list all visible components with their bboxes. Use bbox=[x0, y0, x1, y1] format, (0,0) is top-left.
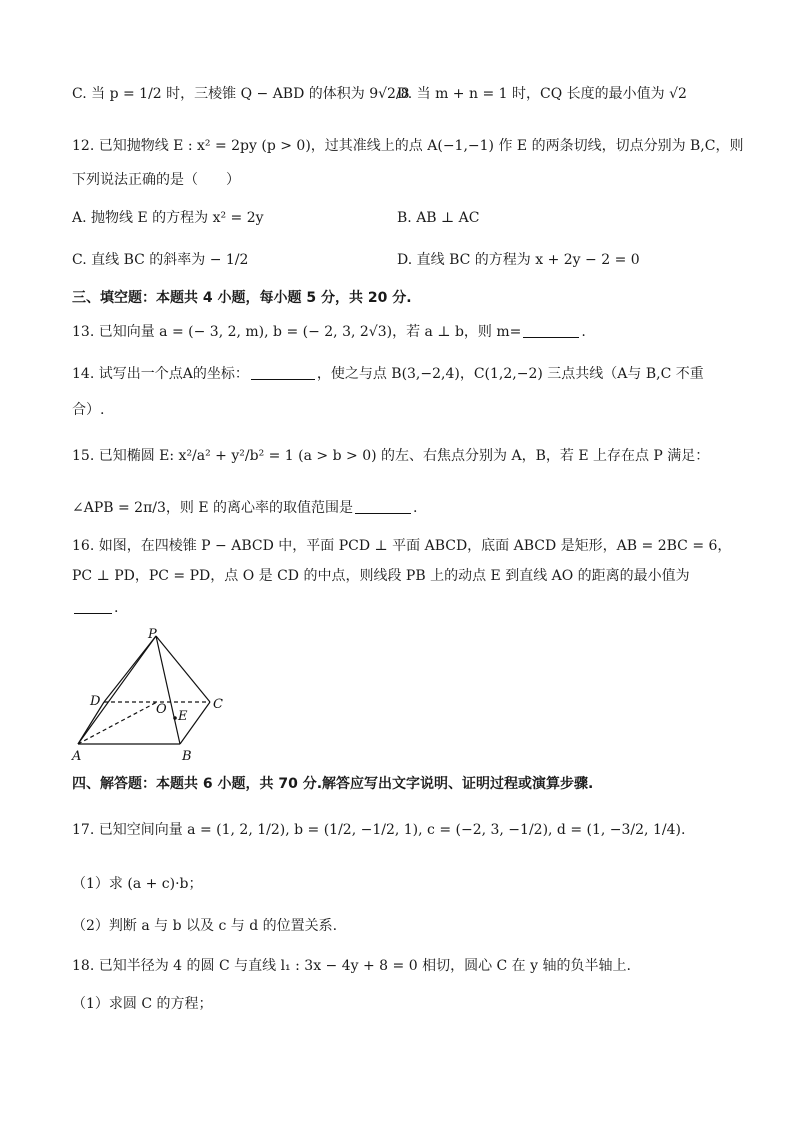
label-e: E bbox=[178, 709, 188, 724]
edge-pb bbox=[156, 636, 180, 744]
edge-pc bbox=[156, 636, 210, 702]
q11-option-c: C. 当 p = 1/2 时，三棱锥 Q − ABD 的体积为 9√2/8 bbox=[72, 86, 410, 102]
q18-stem: 18. 已知半径为 4 的圆 C 与直线 l₁ : 3x − 4y + 8 = 0 相切，圆心 C 在 y 轴的负半轴上. bbox=[72, 958, 631, 974]
q12-stem: 12. 已知抛物线 E : x² = 2py (p > 0)，过其准线上的点 A(−1,−1) 作 E 的两条切线，切点分别为 B,C，则 bbox=[72, 138, 744, 154]
label-d: D bbox=[90, 694, 101, 709]
label-b: B bbox=[182, 749, 192, 764]
q15-stem: 15. 已知椭圆 E: x²/a² + y²/b² = 1 (a > b > 0) 的左、右焦点分别为 A，B，若 E 上存在点 P 满足： bbox=[72, 448, 710, 464]
label-c: C bbox=[213, 697, 223, 712]
q15-end: . bbox=[413, 500, 418, 516]
section-4-heading: 四、解答题：本题共 6 小题，共 70 分.解答应写出文字说明、证明过程或演算步骤. bbox=[72, 776, 594, 792]
q15-text: ∠APB = 2π/3，则 E 的离心率的取值范围是 bbox=[72, 500, 354, 516]
q17-stem: 17. 已知空间向量 a = (1, 2, 1/2), b = (1/2, −1/2, 1), c = (−2, 3, −1/2), d = (1, −3/2, 1/4). bbox=[72, 822, 686, 838]
point-e-dot bbox=[173, 716, 177, 720]
label-p: P bbox=[148, 628, 157, 642]
q11-option-d: D. 当 m + n = 1 时，CQ 长度的最小值为 √2 bbox=[397, 86, 687, 102]
q16-answer-blank bbox=[74, 599, 112, 614]
q14 bbox=[72, 364, 704, 384]
q12-stem-cont: 下列说法正确的是（ ） bbox=[72, 172, 240, 188]
q18-part-1: （1）求圆 C 的方程； bbox=[72, 996, 213, 1012]
q14-text-cont: ，使之与点 B(3,−2,4)，C(1,2,−2) 三点共线（A与 B,C 不重 bbox=[316, 366, 704, 382]
edge-pa bbox=[78, 636, 156, 744]
q12-option-a: A. 抛物线 E 的方程为 x² = 2y bbox=[72, 210, 264, 226]
q14-end: 合）. bbox=[72, 402, 105, 418]
q13 bbox=[72, 322, 586, 342]
q16-answer bbox=[72, 598, 118, 618]
pyramid-figure bbox=[70, 628, 250, 768]
q14-text: 14. 试写出一个点A的坐标： bbox=[72, 366, 249, 382]
q12-option-c: C. 直线 BC 的斜率为 − 1/2 bbox=[72, 252, 249, 268]
label-o: O bbox=[156, 702, 167, 717]
q16-stem: 16. 如图，在四棱锥 P − ABCD 中，平面 PCD ⊥ 平面 ABCD，底面 ABCD 是矩形，AB = 2BC = 6， bbox=[72, 538, 732, 554]
edge-pd bbox=[104, 636, 156, 702]
q13-end: . bbox=[581, 324, 586, 340]
q17-part-2: （2）判断 a 与 b 以及 c 与 d 的位置关系. bbox=[72, 918, 338, 934]
q14-answer-blank bbox=[251, 365, 315, 380]
section-3-heading: 三、填空题：本题共 4 小题，每小题 5 分，共 20 分. bbox=[72, 290, 412, 306]
q16-end: . bbox=[114, 600, 119, 616]
q17-part-1: （1）求 (a + c)·b； bbox=[72, 876, 203, 892]
q13-answer-blank bbox=[523, 323, 579, 338]
q13-text: 13. 已知向量 a = (− 3, 2, m), b = (− 2, 3, 2√3)，若 a ⊥ b，则 m= bbox=[72, 324, 522, 340]
q12-option-d: D. 直线 BC 的方程为 x + 2y − 2 = 0 bbox=[397, 252, 640, 268]
q16-stem-cont: PC ⊥ PD，PC = PD，点 O 是 CD 的中点，则线段 PB 上的动点 E 到直线 AO 的距离的最小值为 bbox=[72, 568, 690, 584]
q15 bbox=[72, 498, 418, 518]
q15-answer-blank bbox=[355, 499, 411, 514]
label-a: A bbox=[72, 749, 82, 764]
q12-option-b: B. AB ⊥ AC bbox=[397, 210, 480, 226]
